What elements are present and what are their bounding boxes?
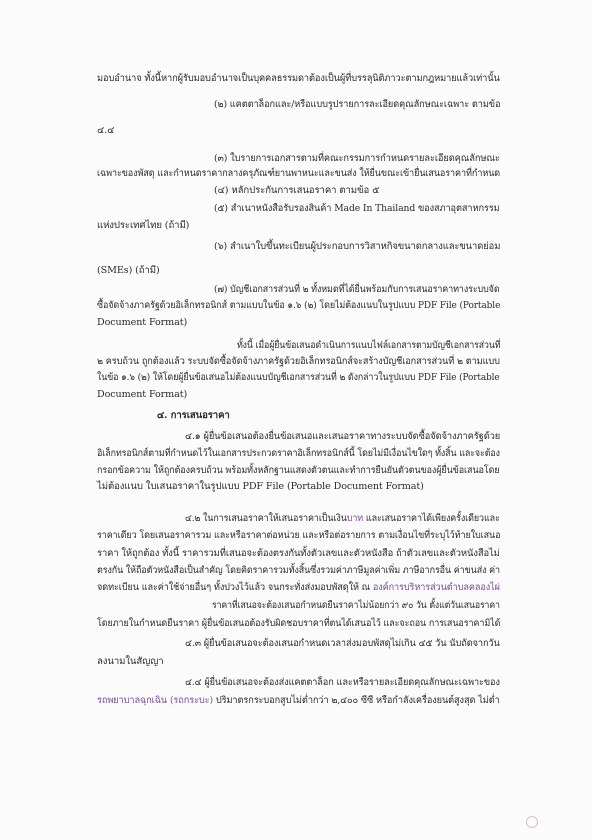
stamp-mark [526, 816, 538, 828]
text-line: (๒) แคตตาล็อกและ/หรือแบบรูปรายการละเอียดคุณลักษณะเฉพาะ ตามข้อ [214, 99, 501, 110]
text-line: ลงนามในสัญญา [97, 656, 164, 667]
text-line: ในข้อ ๑.๖ (๒) ให้โดยผู้ยื่นข้อเสนอไม่ต้องแนบบัญชีเอกสารส่วนที่ ๒ ดังกล่าวในรูปแบบ PDF File (Portable [97, 372, 500, 383]
text-line: ราคาเดียว โดยเสนอราคารวม และหรือราคาต่อหน่วย และหรือต่อรายการ ตามเงื่อนไขที่ระบุไว้ท้ายใบเสนอ [97, 530, 501, 541]
text-line: มอบอำนาจ ทั้งนี้หากผู้รับมอบอำนาจเป็นบุคคลธรรมดาต้องเป็นผู้ที่บรรลุนิติภาวะตามกฎหมายแล้วเท่านั้น [97, 73, 500, 84]
text-line: ตรงกัน ให้ถือตัวหนังสือเป็นสำคัญ โดยคิดราคารวมทั้งสิ้นซึ่งรวมค่าภาษีมูลค่าเพิ่ม ภาษีอากรอื่น ค่าขนส่ง ค่า [97, 565, 500, 576]
text-line: กรอกข้อความ ให้ถูกต้องครบถ้วน พร้อมทั้งหลักฐานแสดงตัวตนและทำการยืนยันตัวตนของผู้ยื่นข้อเสนอโดย [97, 465, 500, 476]
text-line: ราคาที่เสนอจะต้องเสนอกำหนดยืนราคาไม่น้อยกว่า ๙๐ วัน ตั้งแต่วันเสนอราคา [212, 600, 500, 611]
text-line: โดยภายในกำหนดยืนราคา ผู้ยื่นข้อเสนอต้องรับผิดชอบราคาที่ตนได้เสนอไว้ และจะถอน การเสนอราคามิได้ [97, 618, 501, 629]
highlighted-phrase: บาท [346, 513, 364, 524]
text-line: (๗) บัญชีเอกสารส่วนที่ ๒ ทั้งหมดที่ได้ยื่นพร้อมกับการเสนอราคาทางระบบจัด [214, 284, 500, 295]
text-line: (SMEs) (ถ้ามี) [97, 265, 160, 276]
text-line: แห่งประเทศไทย (ถ้ามี) [97, 220, 190, 231]
text-line: (๖) สำเนาใบขึ้นทะเบียนผู้ประกอบการวิสาหกิจขนาดกลางและขนาดย่อม [214, 241, 501, 252]
section-heading: ๔. การเสนอราคา [157, 410, 230, 421]
text-line: ๔.๑ ผู้ยื่นข้อเสนอต้องยื่นข้อเสนอและเสนอราคาทางระบบจัดซื้อจัดจ้างภาครัฐด้วย [185, 431, 501, 442]
text-line: ๔.๔ ผู้ยื่นข้อเสนอจะต้องส่งแคตตาล็อก และหรือรายละเอียดคุณลักษณะเฉพาะของ [185, 677, 500, 688]
highlighted-phrase: รถพยาบาลฉุกเฉิน (รถกระบะ) [97, 695, 214, 706]
text-line: (๓) ใบรายการเอกสารตามที่คณะกรรมการกำหนดรายละเอียดคุณลักษณะ [214, 153, 500, 164]
text-line: Document Format) [97, 317, 188, 328]
text-line: ไม่ต้องแนบ ใบเสนอราคาในรูปแบบ PDF File (Portable Document Format) [97, 481, 424, 492]
text-line: ๒ ครบถ้วน ถูกต้องแล้ว ระบบจัดซื้อจัดจ้างภาครัฐด้วยอิเล็กทรอนิกส์จะสร้างบัญชีเอกสารส่วนที่ ๒ ตามแบบ [97, 356, 500, 367]
highlighted-phrase: องค์การบริหารส่วนตำบลคลองไผ่ [372, 582, 500, 593]
text-line: รถพยาบาลฉุกเฉิน (รถกระบะ) ปริมาตรกระบอกสูบไม่ต่ำกว่า ๒,๔๐๐ ซีซี หรือกำลังเครื่องยนต์สูงสุด ไม่ต่ำ [97, 695, 500, 706]
text-line: ๔.๓ ผู้ยื่นข้อเสนอจะต้องเสนอกำหนดเวลาส่งมอบพัสดุไม่เกิน ๔๕ วัน นับถัดจากวัน [185, 638, 500, 649]
text-line: (๔) หลักประกันการเสนอราคา ตามข้อ ๕ [214, 185, 380, 196]
text-line: เฉพาะของพัสดุ และกำหนดราคากลางครุภัณฑ์ยานพาหนะและขนส่ง ให้ยื่นขณะเข้ายื่นเสนอราคาที่กำหนด [97, 168, 501, 179]
text-line: Document Format) [97, 389, 188, 400]
text-line: จดทะเบียน และค่าใช้จ่ายอื่นๆ ทั้งปวงไว้แล้ว จนกระทั่งส่งมอบพัสดุให้ ณ องค์การบริหารส่วนตำบลคลองไผ่ [97, 582, 500, 593]
text-line: ซื้อจัดจ้างภาครัฐด้วยอิเล็กทรอนิกส์ ตามแบบในข้อ ๑.๖ (๒) โดยไม่ต้องแนบในรูปแบบ PDF File (Portable [97, 300, 501, 311]
text-line: ราคา ให้ถูกต้อง ทั้งนี้ ราคารวมที่เสนอจะต้องตรงกันทั้งตัวเลขและตัวหนังสือ ถ้าตัวเลขและตัวหนังสือไม่ [97, 548, 500, 559]
text-line: อิเล็กทรอนิกส์ตามที่กำหนดไว้ในเอกสารประกวดราคาอิเล็กทรอนิกส์นี้ โดยไม่มีเงื่อนไขใดๆ ทั้งสิ้น และจะต้อง [97, 448, 500, 459]
text-line: ๔.๔ [97, 125, 115, 136]
text-line: ทั้งนี้ เมื่อผู้ยื่นข้อเสนอดำเนินการแนบไฟล์เอกสารตามบัญชีเอกสารส่วนที่ [237, 340, 501, 351]
text-line: ๔.๒ ในการเสนอราคาให้เสนอราคาเป็นเงินบาท และเสนอราคาได้เพียงครั้งเดียวและ [185, 513, 500, 524]
text-line: (๕) สำเนาหนังสือรับรองสินค้า Made In Thailand ของสภาอุตสาหกรรม [214, 203, 500, 214]
